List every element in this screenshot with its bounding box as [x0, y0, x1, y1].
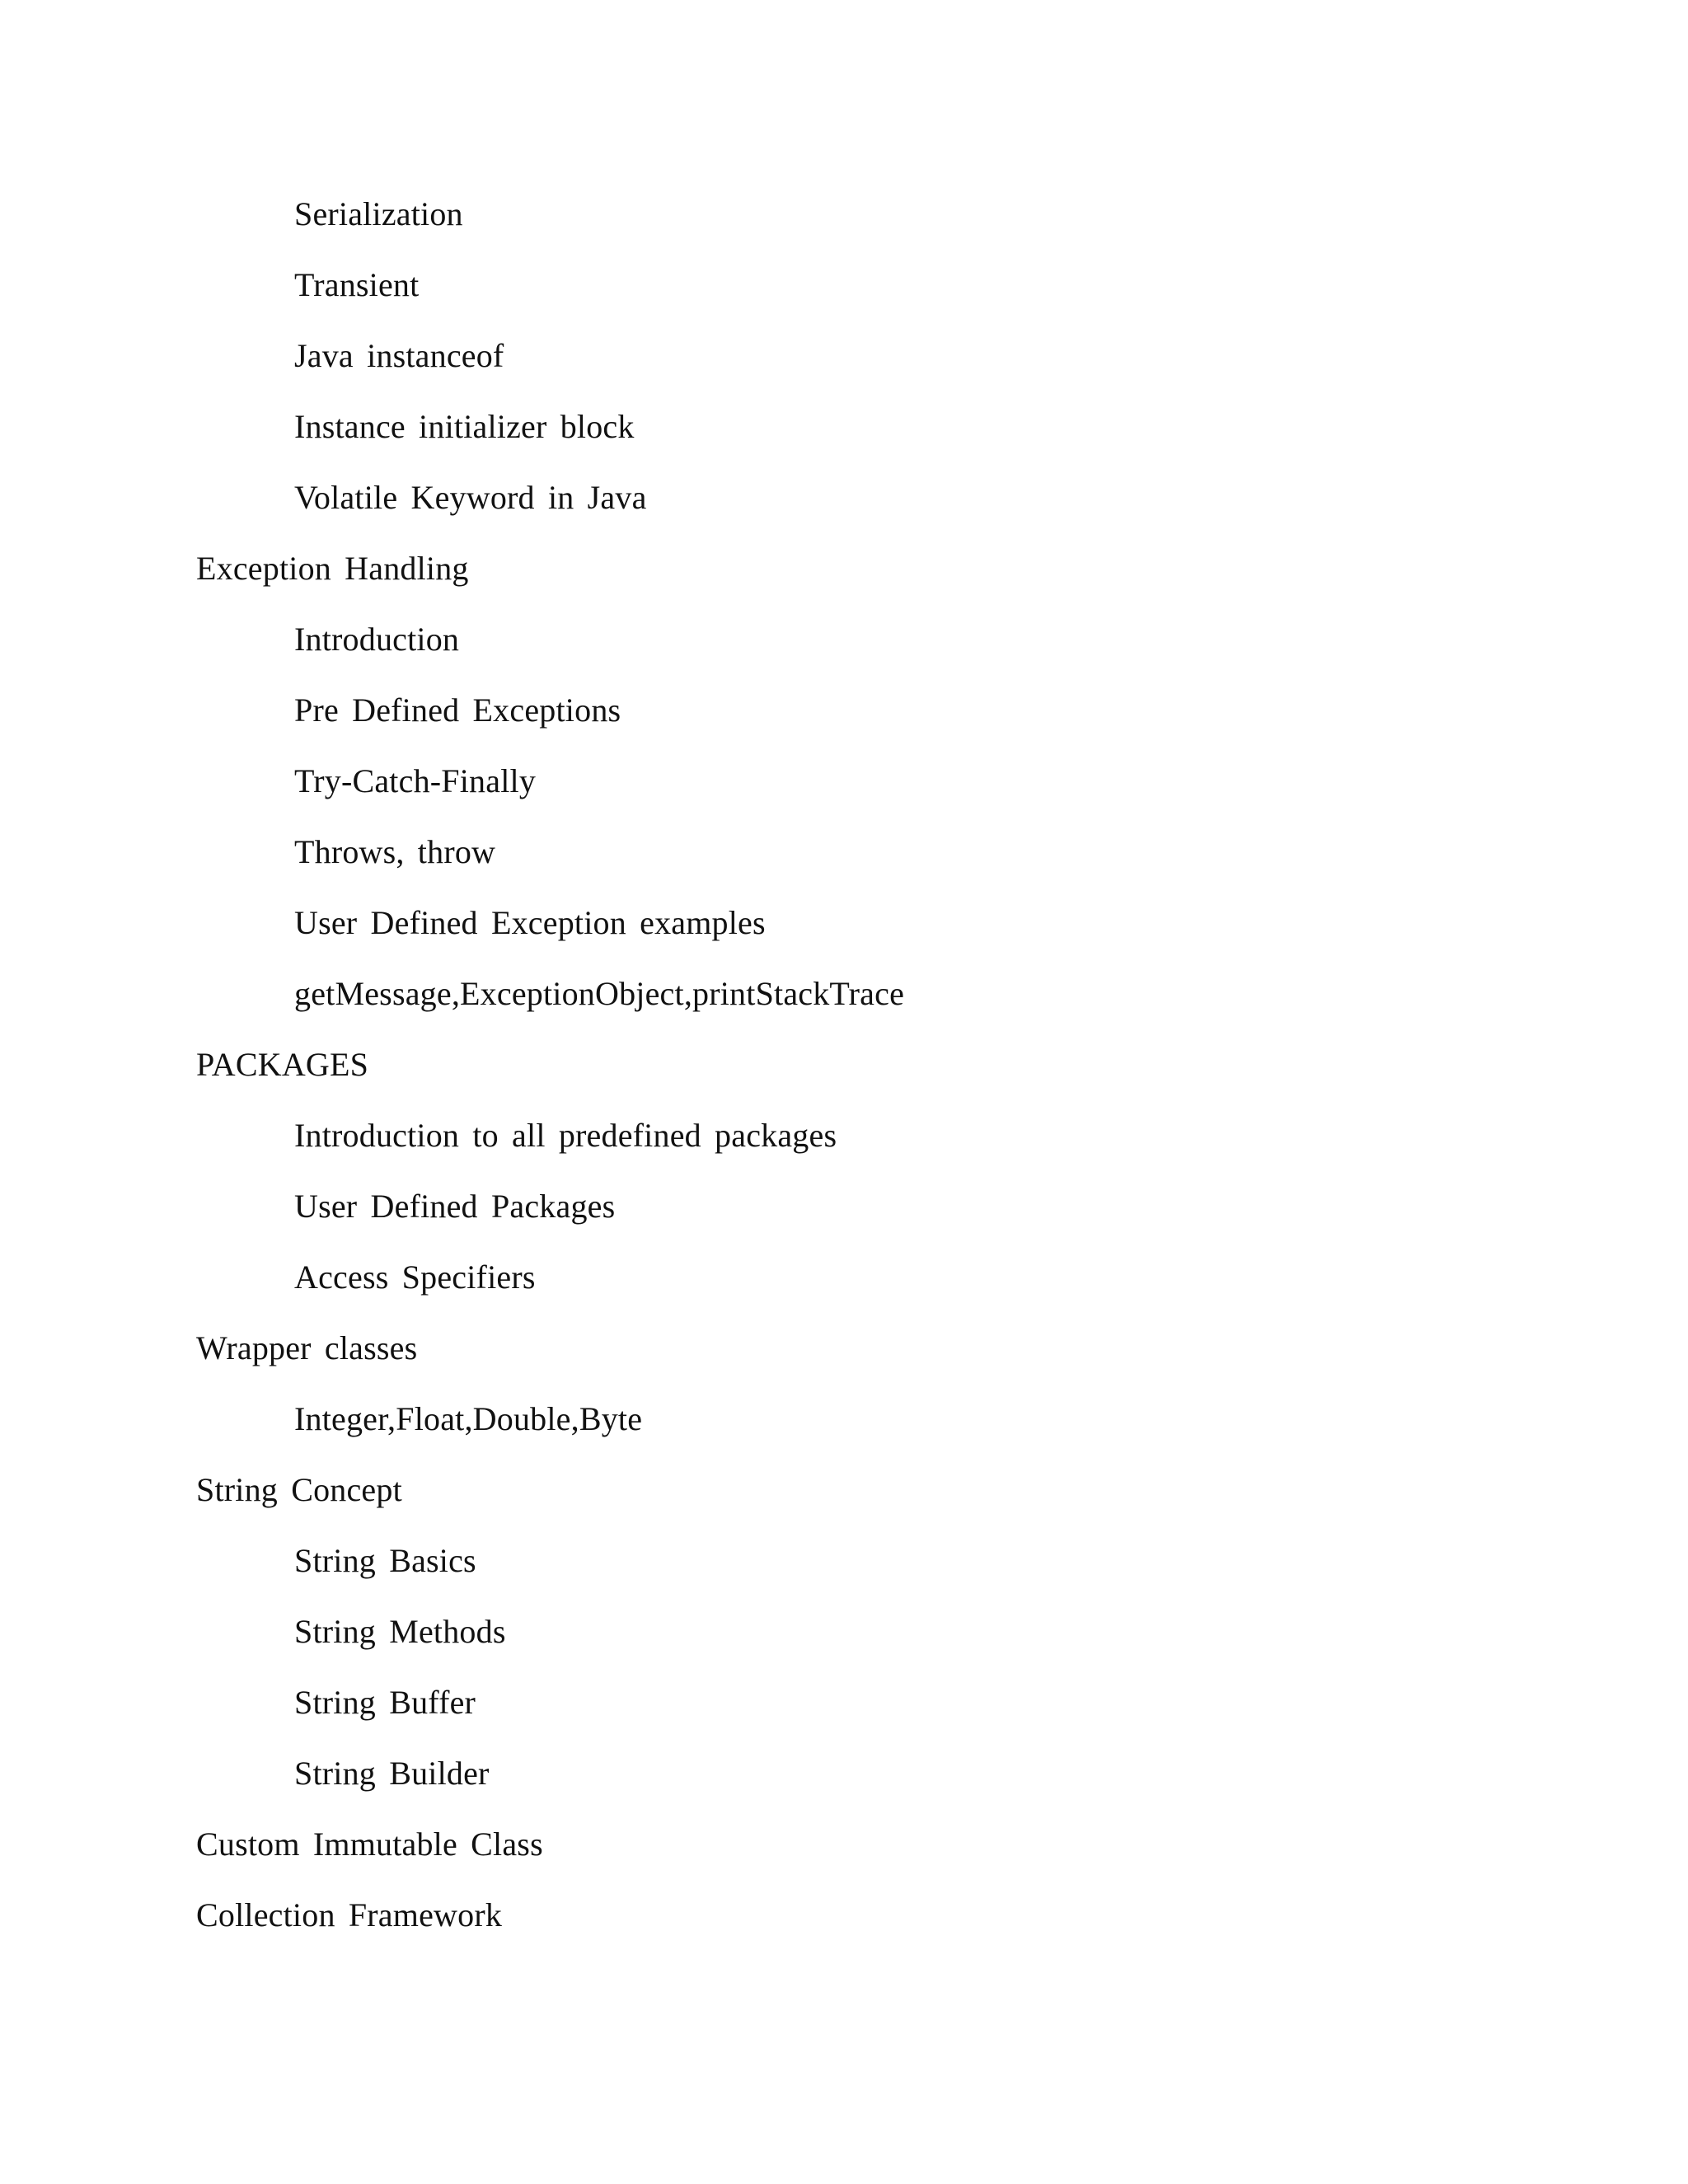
- subtopic-string-builder: String Builder: [294, 1755, 490, 1792]
- subtopic-instanceof: Java instanceof: [294, 337, 504, 374]
- subtopic-exception-methods: getMessage,ExceptionObject,printStackTrace: [294, 975, 905, 1012]
- topic-outline: [0, 187, 1688, 1959]
- subtopic-serialization: Serialization: [294, 195, 463, 232]
- topic-custom-immutable-class: Custom Immutable Class: [196, 1825, 543, 1863]
- topic-string-concept: String Concept: [196, 1471, 402, 1508]
- subtopic-wrapper-types: Integer,Float,Double,Byte: [294, 1400, 643, 1437]
- subtopic-predefined-exceptions: Pre Defined Exceptions: [294, 691, 621, 729]
- subtopic-exception-introduction: Introduction: [294, 621, 460, 658]
- topic-packages: PACKAGES: [196, 1046, 369, 1083]
- subtopic-access-specifiers: Access Specifiers: [294, 1258, 536, 1296]
- subtopic-instance-initializer-block: Instance initializer block: [294, 408, 635, 445]
- subtopic-user-defined-exceptions: User Defined Exception examples: [294, 904, 766, 941]
- subtopic-predefined-packages: Introduction to all predefined packages: [294, 1117, 837, 1154]
- subtopic-transient: Transient: [294, 266, 420, 303]
- subtopic-user-defined-packages: User Defined Packages: [294, 1188, 616, 1225]
- subtopic-string-basics: String Basics: [294, 1542, 476, 1579]
- subtopic-try-catch-finally: Try-Catch-Finally: [294, 762, 537, 799]
- subtopic-volatile-keyword: Volatile Keyword in Java: [294, 479, 647, 516]
- subtopic-string-buffer: String Buffer: [294, 1684, 476, 1721]
- topic-collection-framework: Collection Framework: [196, 1896, 503, 1933]
- subtopic-string-methods: String Methods: [294, 1613, 506, 1650]
- subtopic-throws-throw: Throws, throw: [294, 833, 496, 870]
- topic-exception-handling: Exception Handling: [196, 550, 469, 587]
- topic-wrapper-classes: Wrapper classes: [196, 1329, 418, 1366]
